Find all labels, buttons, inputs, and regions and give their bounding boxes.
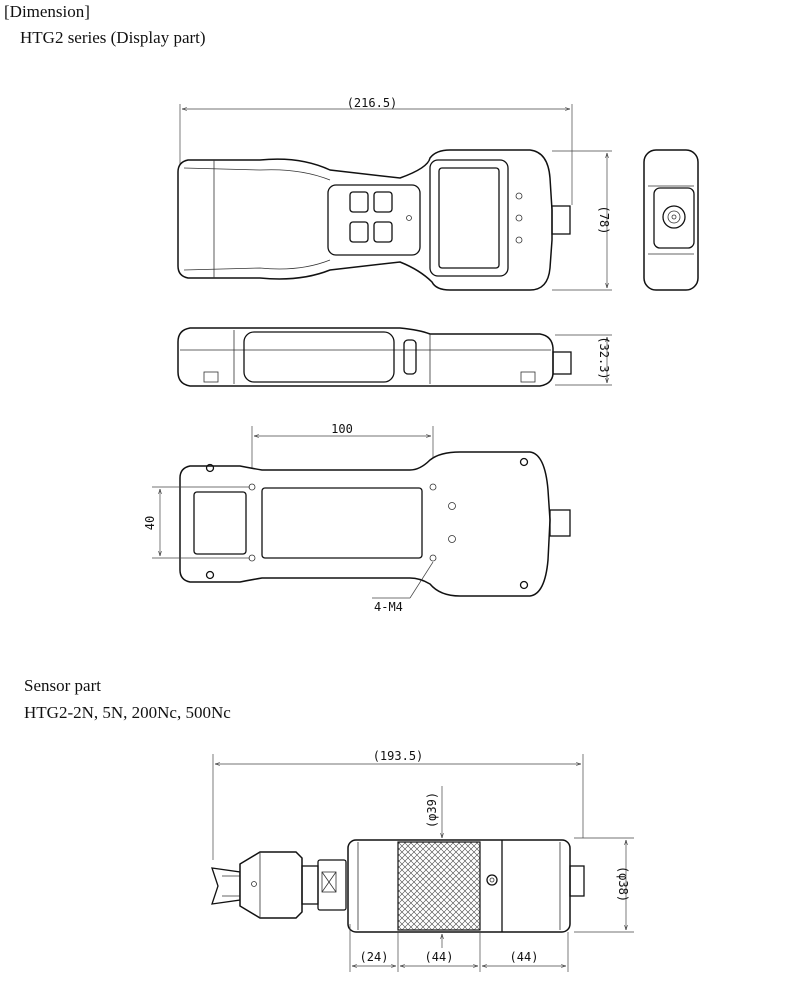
sensor-part-title: Sensor part [24,676,101,695]
display-side-view [178,328,612,386]
sensor-models: HTG2-2N, 5N, 200Nc, 500Nc [24,703,231,722]
dim-sensor-seg3: (44) [509,950,539,964]
dim-sensor-diameter-body: (φ39) [425,791,439,829]
dim-display-height: (78) [597,205,611,235]
hole-label: 4-M4 [374,600,403,614]
display-top-view [178,96,612,290]
dim-sensor-diameter-end: (φ38) [616,865,630,903]
dim-hole-spacing-y: 40 [143,515,157,531]
dim-display-depth: (32.3) [597,336,611,380]
dim-sensor-length: (193.5) [372,749,424,763]
dim-sensor-seg1: (24) [359,950,389,964]
section-title: [Dimension] [4,2,90,21]
display-bottom-view [143,422,570,614]
display-part-title: HTG2 series (Display part) [20,28,206,47]
dim-hole-spacing-x: 100 [331,422,353,436]
dim-display-length: (216.5) [346,96,398,110]
dim-sensor-seg2: (44) [424,950,454,964]
display-end-view [644,150,698,290]
sensor-side-view [212,749,634,972]
